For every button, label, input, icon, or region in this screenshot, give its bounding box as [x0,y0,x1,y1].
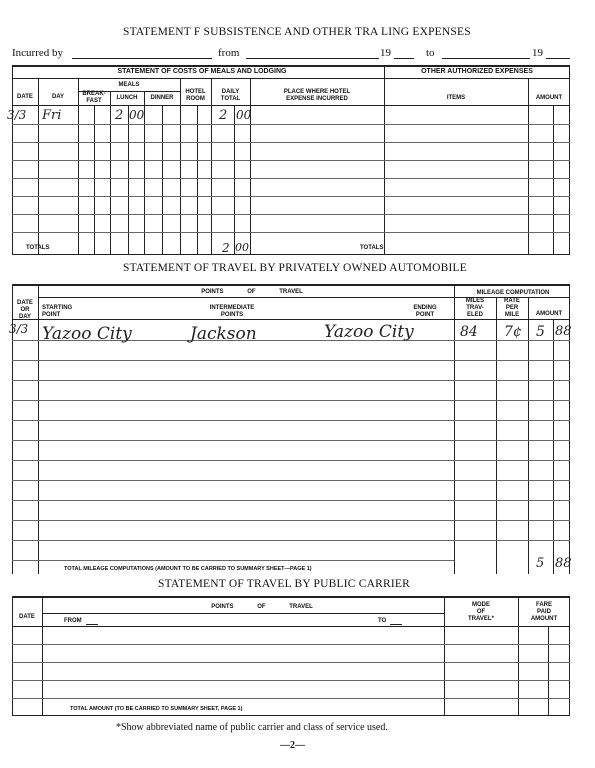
public-col-date: DATE [19,614,35,620]
col-place: PLACE WHERE HOTEL EXPENSE INCURRED [283,89,351,102]
auto-row-intermediate: Jackson [190,324,257,344]
auto-total-label: TOTAL MILEAGE COMPUTATIONS (AMOUNT TO BE CARRIED TO SUMMARY SHEET—PAGE 1) [64,566,312,572]
auto-row-miles: 84 [460,324,478,340]
auto-total-cents: 88 [555,556,572,571]
auto-points-header: POINTS OF TRAVEL [201,289,303,295]
meals-totals-cents: 00 [235,241,249,254]
meals-table [7,65,570,255]
auto-row-amount-dollars: 5 [536,324,545,340]
auto-row-amount-cents: 88 [555,324,572,339]
meal-row-lunch-cents: 00 [129,108,145,122]
meals-totals-label: TOTALS [26,245,50,251]
other-expenses-title: OTHER AUTHORIZED EXPENSES [421,68,533,75]
col-date: DATE [17,94,33,100]
col-amount: AMOUNT [535,95,563,101]
footnote: *Show abbreviated name of public carrier and class of service used. [116,722,388,733]
page-title: STATEMENT F SUBSISTENCE AND OTHER TRA LING EXPENSES [123,26,471,38]
auto-row-rate: 7¢ [504,324,522,340]
auto-row-end: Yazoo City [324,322,414,342]
auto-total-dollars: 5 [536,556,545,571]
auto-col-intermediate: INTERMEDIATE POINTS [209,305,255,318]
meals-totals-dollars: 2 [222,241,230,255]
public-section-title: STATEMENT OF TRAVEL BY PUBLIC CARRIER [158,578,410,590]
auto-col-miles: MILES TRAV- ELED [465,298,485,318]
auto-row-date: 3/3 [9,322,29,336]
other-totals-label: TOTALS [360,245,384,251]
col-lunch: LUNCH [116,95,138,101]
year1-label: 19 [380,47,391,59]
public-points-header: POINTS OF TRAVEL [211,604,313,610]
auto-col-date: DATE OR DAY [17,300,33,320]
public-col-fare: FARE PAID AMOUNT [530,602,558,622]
auto-col-rate: RATE PER MILE [504,298,520,318]
col-hotel-room: HOTEL ROOM [185,89,206,102]
meals-section-title: STATEMENT OF COSTS OF MEALS AND LODGING [117,68,287,75]
col-daily-total: DAILY TOTAL [220,89,241,102]
incurred-by-field[interactable] [72,58,212,59]
auto-row-start: Yazoo City [42,324,132,344]
meal-row-total-cents: 00 [236,108,252,122]
public-to-label: TO [378,618,387,624]
col-day: DAY [51,94,65,100]
col-items: ITEMS [446,95,466,101]
auto-table [9,284,572,574]
col-dinner: DINNER [150,95,174,101]
year2-field[interactable] [546,58,570,59]
mileage-header: MILEAGE COMPUTATION [476,290,550,296]
meal-row-day: Fri [42,108,62,123]
year2-label: 19 [532,47,543,59]
to-field[interactable] [442,58,530,59]
from-field[interactable] [246,58,379,59]
public-total-label: TOTAL AMOUNT (TO BE CARRIED TO SUMMARY SHEET, PAGE 1) [70,706,243,712]
auto-col-ending: ENDING POINT [413,305,437,318]
meal-row-date: 3/3 [7,108,27,122]
meals-group-header: MEALS [118,82,140,88]
public-col-mode: MODE OF TRAVEL* [468,602,494,622]
year1-field[interactable] [394,58,414,59]
from-label: from [218,47,240,59]
incurred-by-label: Incurred by [12,47,64,59]
auto-col-starting: STARTING POINT [42,305,73,318]
public-table [12,596,570,716]
public-from-label: FROM [64,618,82,624]
col-breakfast: BREAK- FAST [82,91,106,104]
meal-row-total-dollars: 2 [219,108,228,123]
auto-section-title: STATEMENT OF TRAVEL BY PRIVATELY OWNED AUTOMOBILE [123,262,468,274]
to-label: to [426,47,435,59]
page-number: —2— [280,740,305,751]
meal-row-lunch-dollars: 2 [115,108,124,123]
auto-col-amount: AMOUNT [535,311,563,317]
